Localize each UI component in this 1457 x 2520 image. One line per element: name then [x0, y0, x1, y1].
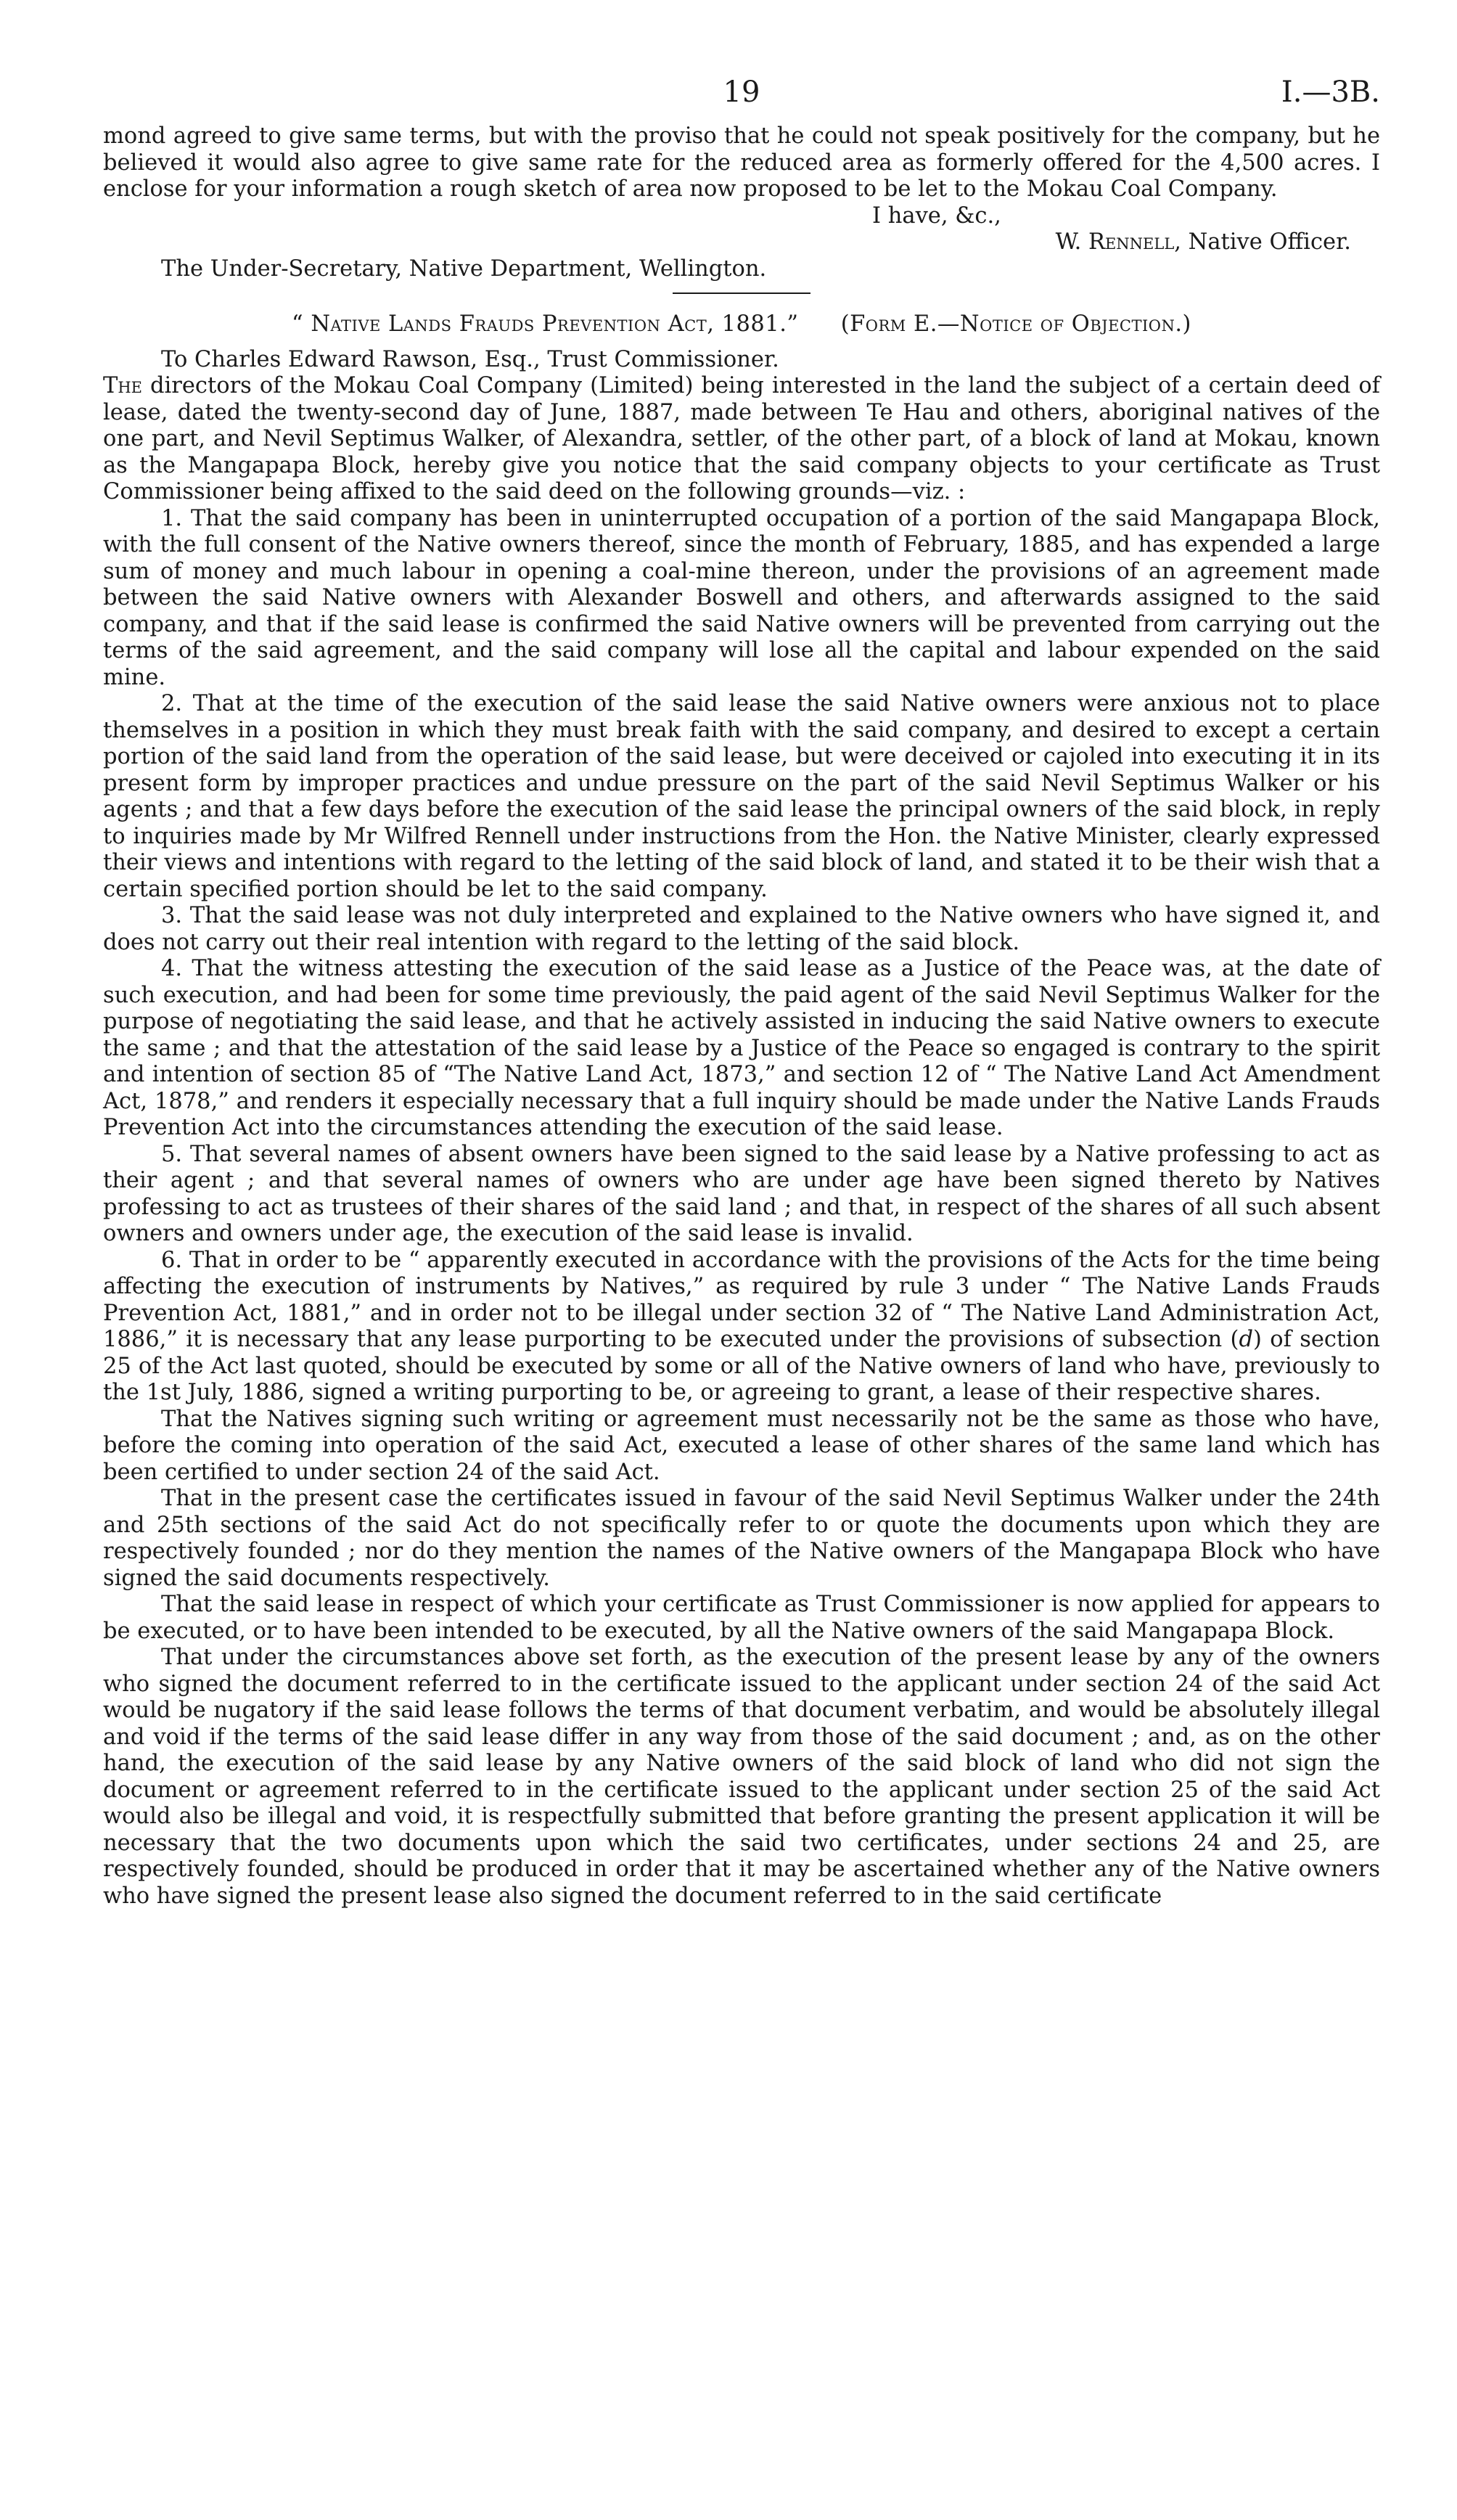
further-paragraph: That the said lease in respect of which your certificate as Trust Commissioner is now applied for appears to be executed, or to have been intended to be executed, by all the Native owners of the said Mangapapa Block.: [103, 1592, 1380, 1644]
page-header: [103, 73, 1380, 123]
ground-6-text-before: 6. That in order to be “ apparently executed in accordance with the provisions of the Acts for the time being affecting the execution of instruments by Natives,” as required by rule 3 under “ The Native Lands Frauds Prevention Act, 1881,” and in order not to be illegal under section 32 of “ The Native Land Administration Act, 1886,” it is necessary that any lease purporting to be executed under the provisions of subsection (: [103, 1247, 1380, 1352]
ground-paragraph: 1. That the said company has been in uninterrupted occupation of a portion of the said Mangapapa Block, with the full consent of the Native owners thereof, since the month of February, 1885, and has expended a large sum of money and much labour in opening a coal-mine thereon, under the provisions of an agreement made between the said Native owners with Alexander Boswell and others, and afterwards assigned to the said company, and that if the said lease is confirmed the said Native owners will be prevented from carrying out the terms of the said agreement, and the said company will lose all the capital and labour expended on the said mine.: [103, 505, 1380, 690]
further-paragraph: That the Natives signing such writing or agreement must necessarily not be the same as those who have, before the coming into operation of the said Act, executed a lease of other shares of the same land which has been certified to under section 24 of the said Act.: [103, 1406, 1380, 1485]
ground-paragraph: 5. That several names of absent owners have been signed to the said lease by a Native professing to act as their agent ; and that several names of owners who are under age have been signed thereto by Natives professing to act as trustees of their shares of the said land ; and that, in respect of the shares of all such absent owners and owners under age, the execution of the said lease is invalid.: [103, 1141, 1380, 1246]
ground-6-text-after: ) of section 25 of the Act last quoted, should be executed by some or all of the Native owners of land who have, previously to the 1st July, 1886, signed a writing purporting to be, or agreeing to grant, a lease of their respective shares.: [103, 1327, 1380, 1405]
letter-signature: [103, 229, 1380, 256]
intro-text: directors of the Mokau Coal Company (Limited) being interested in the land the subject of a certain deed of lease, dated the twenty-second day of June, 1887, made between Te Hau and others, aboriginal natives of the one part, and Nevil Septimus Walker, of Alexandra, settler, of the other part, of a block of land at Mokau, known as the Mangapapa Block, hereby give you notice that the said company objects to your certificate as Trust Commissioner being affixed to the said deed on the following grounds—viz. :: [103, 373, 1380, 504]
page-number: 19: [723, 75, 760, 109]
document-reference-prefix: I.—3: [1281, 75, 1350, 109]
form-title: (Form E.—Notice of Objection.): [840, 311, 1191, 337]
further-paragraph: That in the present case the certificates issued in favour of the said Nevil Septimus Walker under the 24th and 25th sections of the said Act do not specifically refer to or quote the documents upon which they are respectively founded ; nor do they mention the names of the Native owners of the Mangapapa Block who have signed the said documents respectively.: [103, 1486, 1380, 1591]
intro-first-word: The: [103, 373, 142, 398]
letter-opening-paragraph: mond agreed to give same terms, but with the proviso that he could not speak positively for the company, but he believed it would also agree to give same rate for the reduced area as formerly offered for the 4,500 acres. I enclose for your information a rough sketch of area now proposed to be let to the Mokau Coal Company.: [103, 123, 1380, 202]
section-divider: [673, 292, 810, 294]
notice-title: [103, 311, 1380, 338]
ground-paragraph: 2. That at the time of the execution of the said lease the said Native owners were anxious not to place themselves in a position in which they must break faith with the said company, and desired to except a certain portion of the said land from the operation of the said lease, but were deceived or cajoled into executing it in its present form by improper practices and undue pressure on the part of the said Nevil Septimus Walker or his agents ; and that a few days before the execution of the said lease the principal owners of the said block, in reply to inquiries made by Mr Wilfred Rennell under instructions from the Hon. the Native Minister, clearly expressed their views and intentions with regard to the letting of the said block of land, and stated it to be their wish that a certain specified portion should be let to the said company.: [103, 691, 1380, 902]
ground-paragraph: 3. That the said lease was not duly interpreted and explained to the Native owners who have signed it, and does not carry out their real intention with regard to the letting of the said block.: [103, 903, 1380, 955]
notice-intro-paragraph: [103, 373, 1380, 506]
document-page: [103, 73, 1380, 1910]
document-reference-suffix: B.: [1349, 75, 1380, 109]
ground-6-italic: d: [1239, 1327, 1253, 1352]
document-reference: [1281, 75, 1380, 109]
letter-addressee: The Under-Secretary, Native Department, Wellington.: [161, 255, 767, 282]
further-paragraph: That under the circumstances above set forth, as the execution of the present lease by any of the owners who signed the document referred to in the certificate issued to the applicant under section 24 of the said Act would be nugatory if the said lease follows the terms of that document verbatim, and would be absolutely illegal and void if the terms of the said lease differ in any way from those of the said document ; and, as on the other hand, the execution of the said lease by any Native owners of the said block of land who did not sign the document or agreement referred to in the certificate issued to the applicant under section 25 of the said Act would also be illegal and void, it is respectfully submitted that before granting the present application it will be necessary that the two documents upon which the said two certificates, under sections 24 and 25, are respectively founded, should be produced in order that it may be ascertained whether any of the Native owners who have signed the present lease also signed the document referred to in the said certificate: [103, 1645, 1380, 1909]
signature-name: W. Rennell: [1055, 229, 1175, 255]
ground-paragraph-6: [103, 1248, 1380, 1407]
signature-title: , Native Officer.: [1174, 229, 1351, 255]
letter-closing: I have, &c.,: [872, 202, 1001, 229]
act-title: “ Native Lands Frauds Prevention Act, 1881.”: [292, 311, 799, 337]
ground-paragraph: 4. That the witness attesting the execution of the said lease as a Justice of the Peace was, at the date of such execution, and had been for some time previously, the paid agent of the said Nevil Septimus Walker for the purpose of negotiating the said lease, and that he actively assisted in inducing the said Native owners to execute the same ; and that the attestation of the said lease by a Justice of the Peace so engaged is contrary to the spirit and intention of section 85 of “The Native Land Act, 1873,” and section 12 of “ The Native Land Act Amendment Act, 1878,” and renders it especially necessary that a full inquiry should be made under the Native Lands Frauds Prevention Act into the circumstances attending the execution of the said lease.: [103, 956, 1380, 1140]
notice-addressee: To Charles Edward Rawson, Esq., Trust Commissioner.: [161, 346, 779, 372]
